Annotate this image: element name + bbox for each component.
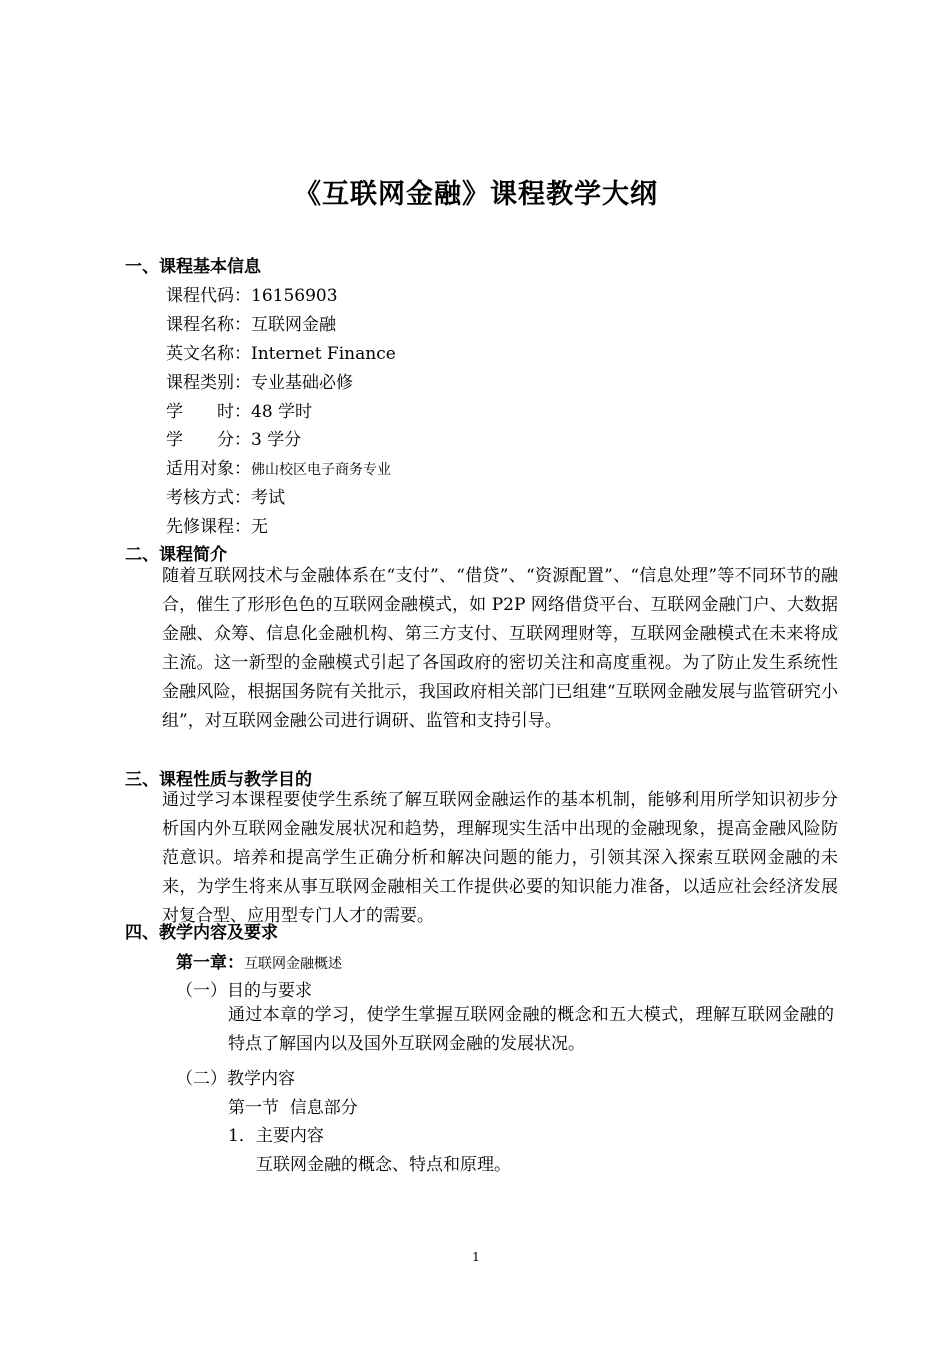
nature-paragraph	[162, 786, 838, 931]
section-heading-basic-info: 一、课程基本信息	[125, 257, 261, 277]
objectives-text: 通过本章的学习，使学生掌握互联网金融的概念和五大模式，理解互联网金融的特点了解国内以及国外互联网金融的发展状况。	[228, 1005, 834, 1054]
section-heading-content: 四、教学内容及要求	[125, 923, 278, 943]
info-label: 课程类别：	[166, 373, 251, 393]
nature-text: 通过学习本课程要使学生系统了解互联网金融运作的基本机制，能够利用所学知识初步分析国内外互联网金融发展状况和趋势，理解现实生活中出现的金融现象，提高金融风险防范意识。培养和提高学生正确分析和解决问题的能力，引领其深入探索互联网金融的未来，为学生将来从事互联网金融相关工作提供必要的知识能力准备，以适应社会经济发展对复合型、应用型专门人才的需要。	[162, 790, 838, 926]
section-line: 第一节 信息部分	[228, 1098, 358, 1118]
chapter-label: 第一章：	[176, 953, 244, 973]
main-content-text: 互联网金融的概念、特点和原理。	[256, 1155, 511, 1175]
chapter-title: 互联网金融概述	[244, 956, 342, 972]
objectives-paragraph	[228, 1001, 834, 1059]
info-row-assessment	[166, 483, 285, 508]
info-value: 互联网金融	[251, 315, 336, 335]
document-title: 《互联网金融》课程教学大纲	[294, 179, 658, 210]
main-content-label: 1．主要内容	[228, 1126, 324, 1146]
info-row-prerequisite	[166, 512, 268, 537]
info-label: 课程名称：	[166, 315, 251, 335]
info-label: 学 分：	[166, 430, 251, 450]
info-label: 课程代码：	[166, 286, 251, 306]
info-value: 16156903	[251, 286, 338, 306]
info-row-category	[166, 368, 353, 393]
info-value: 3 学分	[251, 430, 302, 450]
info-value: 无	[251, 517, 268, 537]
intro-paragraph	[162, 562, 838, 736]
info-row-audience	[166, 454, 391, 479]
page-number: 1	[472, 1250, 480, 1264]
info-value: 佛山校区电子商务专业	[251, 462, 391, 478]
info-row-credits	[166, 425, 301, 450]
info-label: 适用对象：	[166, 459, 251, 479]
info-label: 考核方式：	[166, 488, 251, 508]
intro-text: 随着互联网技术与金融体系在“支付”、“借贷”、“资源配置”、“信息处理”等不同环节的融合，催生了形形色色的互联网金融模式，如 P2P 网络借贷平台、互联网金融门户、大数据金融、众筹、信息化金融机构、第三方支付、互联网理财等，互联网金融模式在未来将成主流。这一新型的金融模式引起了各国政府的密切关注和高度重视。为了防止发生系统性金融风险，根据国务院有关批示，我国政府相关部门已组建“互联网金融发展与监管研究小组”，对互联网金融公司进行调研、监管和支持引导。	[162, 566, 838, 731]
info-row-code	[166, 281, 338, 306]
chapter-heading	[176, 948, 342, 973]
section-heading-nature: 三、课程性质与教学目的	[125, 770, 312, 790]
info-label: 先修课程：	[166, 517, 251, 537]
info-value: 48 学时	[251, 402, 313, 422]
info-label: 学 时：	[166, 402, 251, 422]
info-row-hours	[166, 397, 312, 422]
info-value: 考试	[251, 488, 285, 508]
info-value: 专业基础必修	[251, 373, 353, 393]
info-row-english-name	[166, 339, 396, 364]
section-heading-intro: 二、课程简介	[125, 545, 227, 565]
info-row-name	[166, 310, 336, 335]
info-value: Internet Finance	[251, 344, 396, 364]
subsection-objectives: （一）目的与要求	[176, 981, 312, 1001]
subsection-content: （二）教学内容	[176, 1069, 295, 1089]
info-label: 英文名称：	[166, 344, 251, 364]
